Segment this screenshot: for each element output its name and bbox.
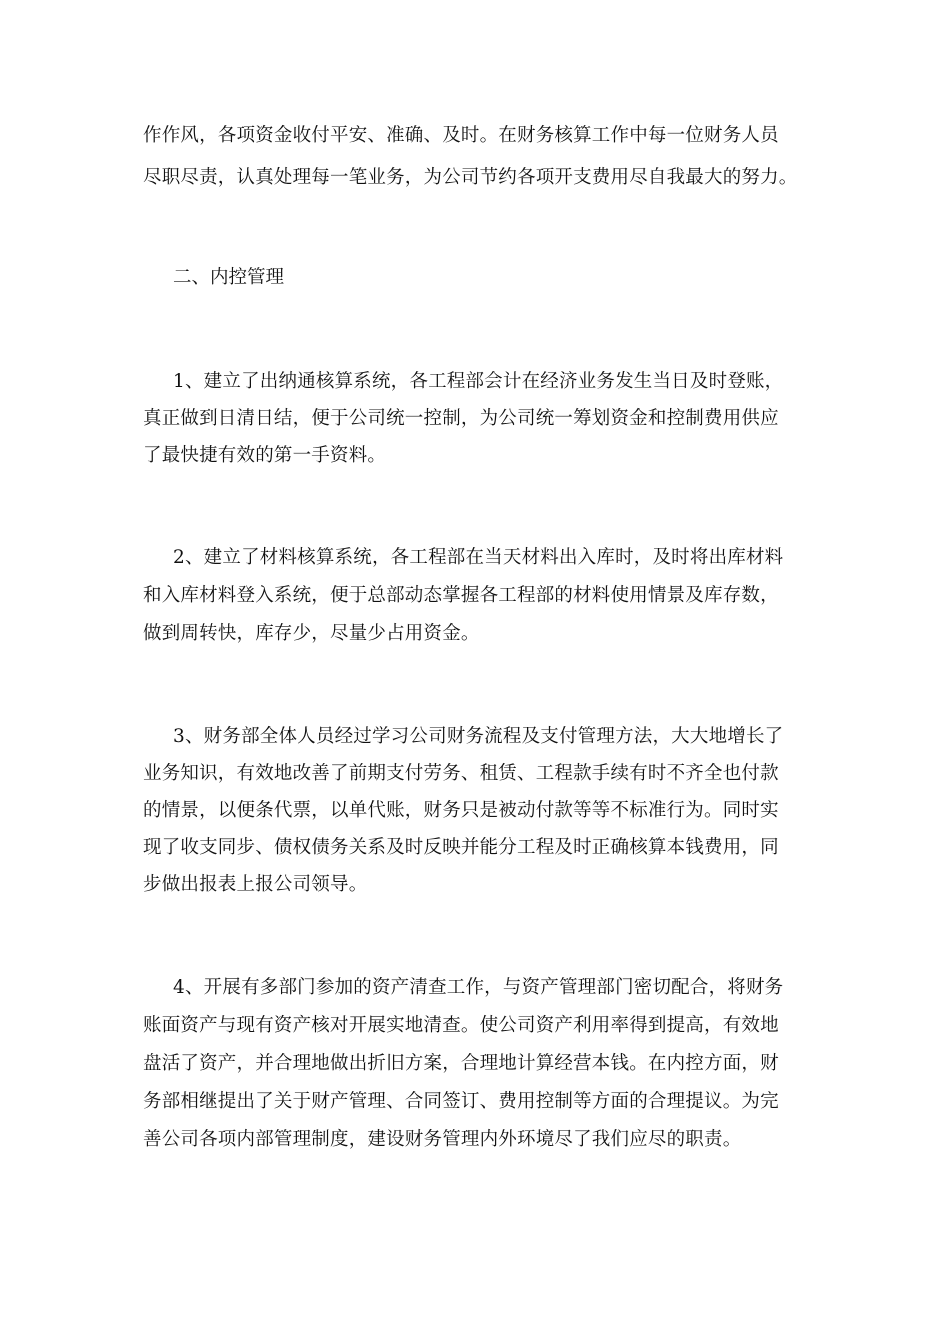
paragraph-line: 真正做到日清日结，便于公司统一控制，为公司统一筹划资金和控制费用供应 — [143, 408, 779, 429]
section-heading: 二、内控管理 — [173, 267, 285, 288]
paragraph-line: 账面资产与现有资产核对开展实地清查。使公司资产利用率得到提高，有效地 — [143, 1015, 779, 1036]
paragraph-line: 了最快捷有效的第一手资料。 — [143, 445, 387, 466]
paragraph-line: 尽职尽责，认真处理每一笔业务，为公司节约各项开支费用尽自我最大的努力。 — [143, 167, 798, 188]
paragraph-line: 务部相继提出了关于财产管理、合同签订、费用控制等方面的合理提议。为完 — [143, 1091, 779, 1112]
paragraph-line: 步做出报表上报公司领导。 — [143, 874, 368, 895]
paragraph-line: 作作风，各项资金收付平安、准确、及时。在财务核算工作中每一位财务人员 — [143, 125, 779, 146]
paragraph-line: 业务知识，有效地改善了前期支付劳务、租赁、工程款手续有时不齐全也付款 — [143, 763, 779, 784]
paragraph-line: 4、开展有多部门参加的资产清查工作，与资产管理部门密切配合，将财务 — [173, 977, 784, 998]
paragraph-line: 1、建立了出纳通核算系统，各工程部会计在经济业务发生当日及时登账， — [173, 371, 784, 392]
paragraph-line: 的情景，以便条代票，以单代账，财务只是被动付款等等不标准行为。同时实 — [143, 800, 779, 821]
paragraph-line: 现了收支同步、债权债务关系及时反映并能分工程及时正确核算本钱费用，同 — [143, 837, 779, 858]
paragraph-line: 盘活了资产，并合理地做出折旧方案，合理地计算经营本钱。在内控方面，财 — [143, 1053, 779, 1074]
paragraph-line: 善公司各项内部管理制度，建设财务管理内外环境尽了我们应尽的职责。 — [143, 1129, 742, 1150]
paragraph-line: 3、财务部全体人员经过学习公司财务流程及支付管理方法，大大地增长了 — [173, 726, 784, 747]
paragraph-line: 和入库材料登入系统，便于总部动态掌握各工程部的材料使用情景及库存数， — [143, 585, 779, 606]
paragraph-line: 2、建立了材料核算系统，各工程部在当天材料出入库时，及时将出库材料 — [173, 547, 784, 568]
paragraph-line: 做到周转快，库存少，尽量少占用资金。 — [143, 623, 480, 644]
